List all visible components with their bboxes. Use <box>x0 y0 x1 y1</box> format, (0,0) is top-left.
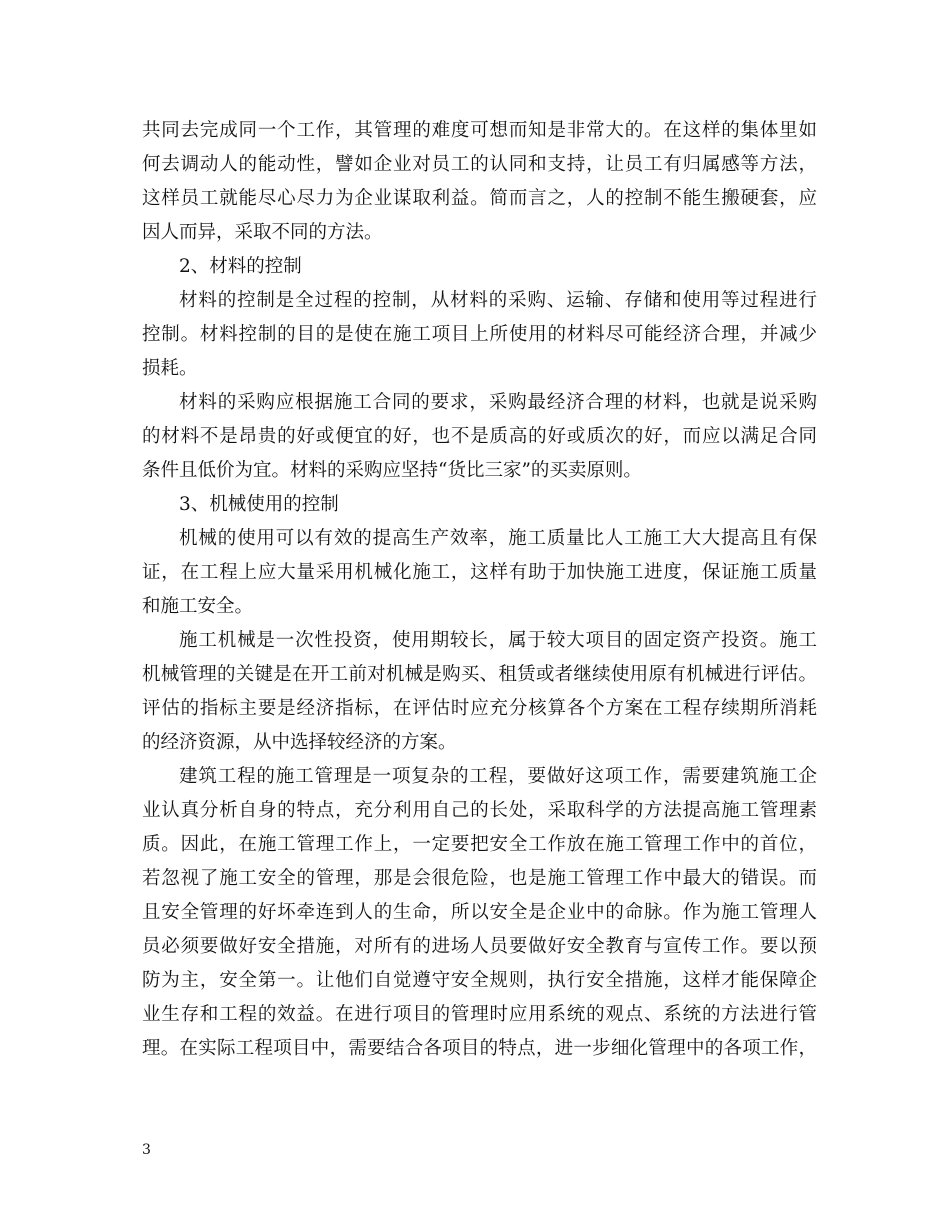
text-line: 损耗。 <box>142 358 198 379</box>
text-line: 若忽视了施工安全的管理，那是会很危险，也是施工管理工作中最大的错误。而 <box>142 868 817 889</box>
text-line: 3、机械使用的控制 <box>179 494 339 515</box>
text-line: 质。因此，在施工管理工作上，一定要把安全工作放在施工管理工作中的首位， <box>142 834 817 855</box>
text-line: 这样员工就能尽心尽力为企业谋取利益。简而言之，人的控制不能生搬硬套，应 <box>142 188 817 209</box>
text-line: 机械管理的关键是在开工前对机械是购买、租赁或者继续使用原有机械进行评估。 <box>142 664 817 685</box>
text-line: 施工机械是一次性投资，使用期较长，属于较大项目的固定资产投资。施工 <box>179 630 817 651</box>
text-line: 材料的控制是全过程的控制，从材料的采购、运输、存储和使用等过程进行 <box>179 290 817 311</box>
text-line: 共同去完成同一个工作，其管理的难度可想而知是非常大的。在这样的集体里如 <box>142 120 817 141</box>
text-line: 建筑工程的施工管理是一项复杂的工程，要做好这项工作，需要建筑施工企 <box>179 766 817 787</box>
text-line: 的经济资源，从中选择较经济的方案。 <box>142 732 457 753</box>
text-line: 防为主，安全第一。让他们自觉遵守安全规则，执行安全措施，这样才能保障企 <box>142 970 817 991</box>
text-line: 员必须要做好安全措施，对所有的进场人员要做好安全教育与宣传工作。要以预 <box>142 936 817 957</box>
text-line: 评估的指标主要是经济指标，在评估时应充分核算各个方案在工程存续期所消耗 <box>142 698 817 719</box>
body-text <box>142 114 817 1066</box>
text-line: 理。在实际工程项目中，需要结合各项目的特点，进一步细化管理中的各项工作， <box>142 1038 817 1059</box>
text-line: 的材料不是昂贵的好或便宜的好，也不是质高的好或质次的好，而应以满足合同 <box>142 426 817 447</box>
text-line: 业生存和工程的效益。在进行项目的管理时应用系统的观点、系统的方法进行管 <box>142 1004 817 1025</box>
text-line: 条件且低价为宜。材料的采购应坚持“货比三家”的买卖原则。 <box>142 460 642 481</box>
text-line: 证，在工程上应大量采用机械化施工，这样有助于加快施工进度，保证施工质量 <box>142 562 817 583</box>
text-line: 因人而异，采取不同的方法。 <box>142 222 383 243</box>
page-number: 3 <box>142 1142 151 1158</box>
text-line: 何去调动人的能动性，譬如企业对员工的认同和支持，让员工有归属感等方法， <box>142 154 817 175</box>
text-line: 且安全管理的好坏牵连到人的生命，所以安全是企业中的命脉。作为施工管理人 <box>142 902 817 923</box>
text-line: 控制。材料控制的目的是使在施工项目上所使用的材料尽可能经济合理，并减少 <box>142 324 817 345</box>
text-line: 和施工安全。 <box>142 596 254 617</box>
text-line: 业认真分析自身的特点，充分利用自己的长处，采取科学的方法提高施工管理素 <box>142 800 817 821</box>
text-line: 机械的使用可以有效的提高生产效率，施工质量比人工施工大大提高且有保 <box>179 528 817 549</box>
text-line: 2、材料的控制 <box>179 256 302 277</box>
text-line: 材料的采购应根据施工合同的要求，采购最经济合理的材料，也就是说采购 <box>179 392 817 413</box>
